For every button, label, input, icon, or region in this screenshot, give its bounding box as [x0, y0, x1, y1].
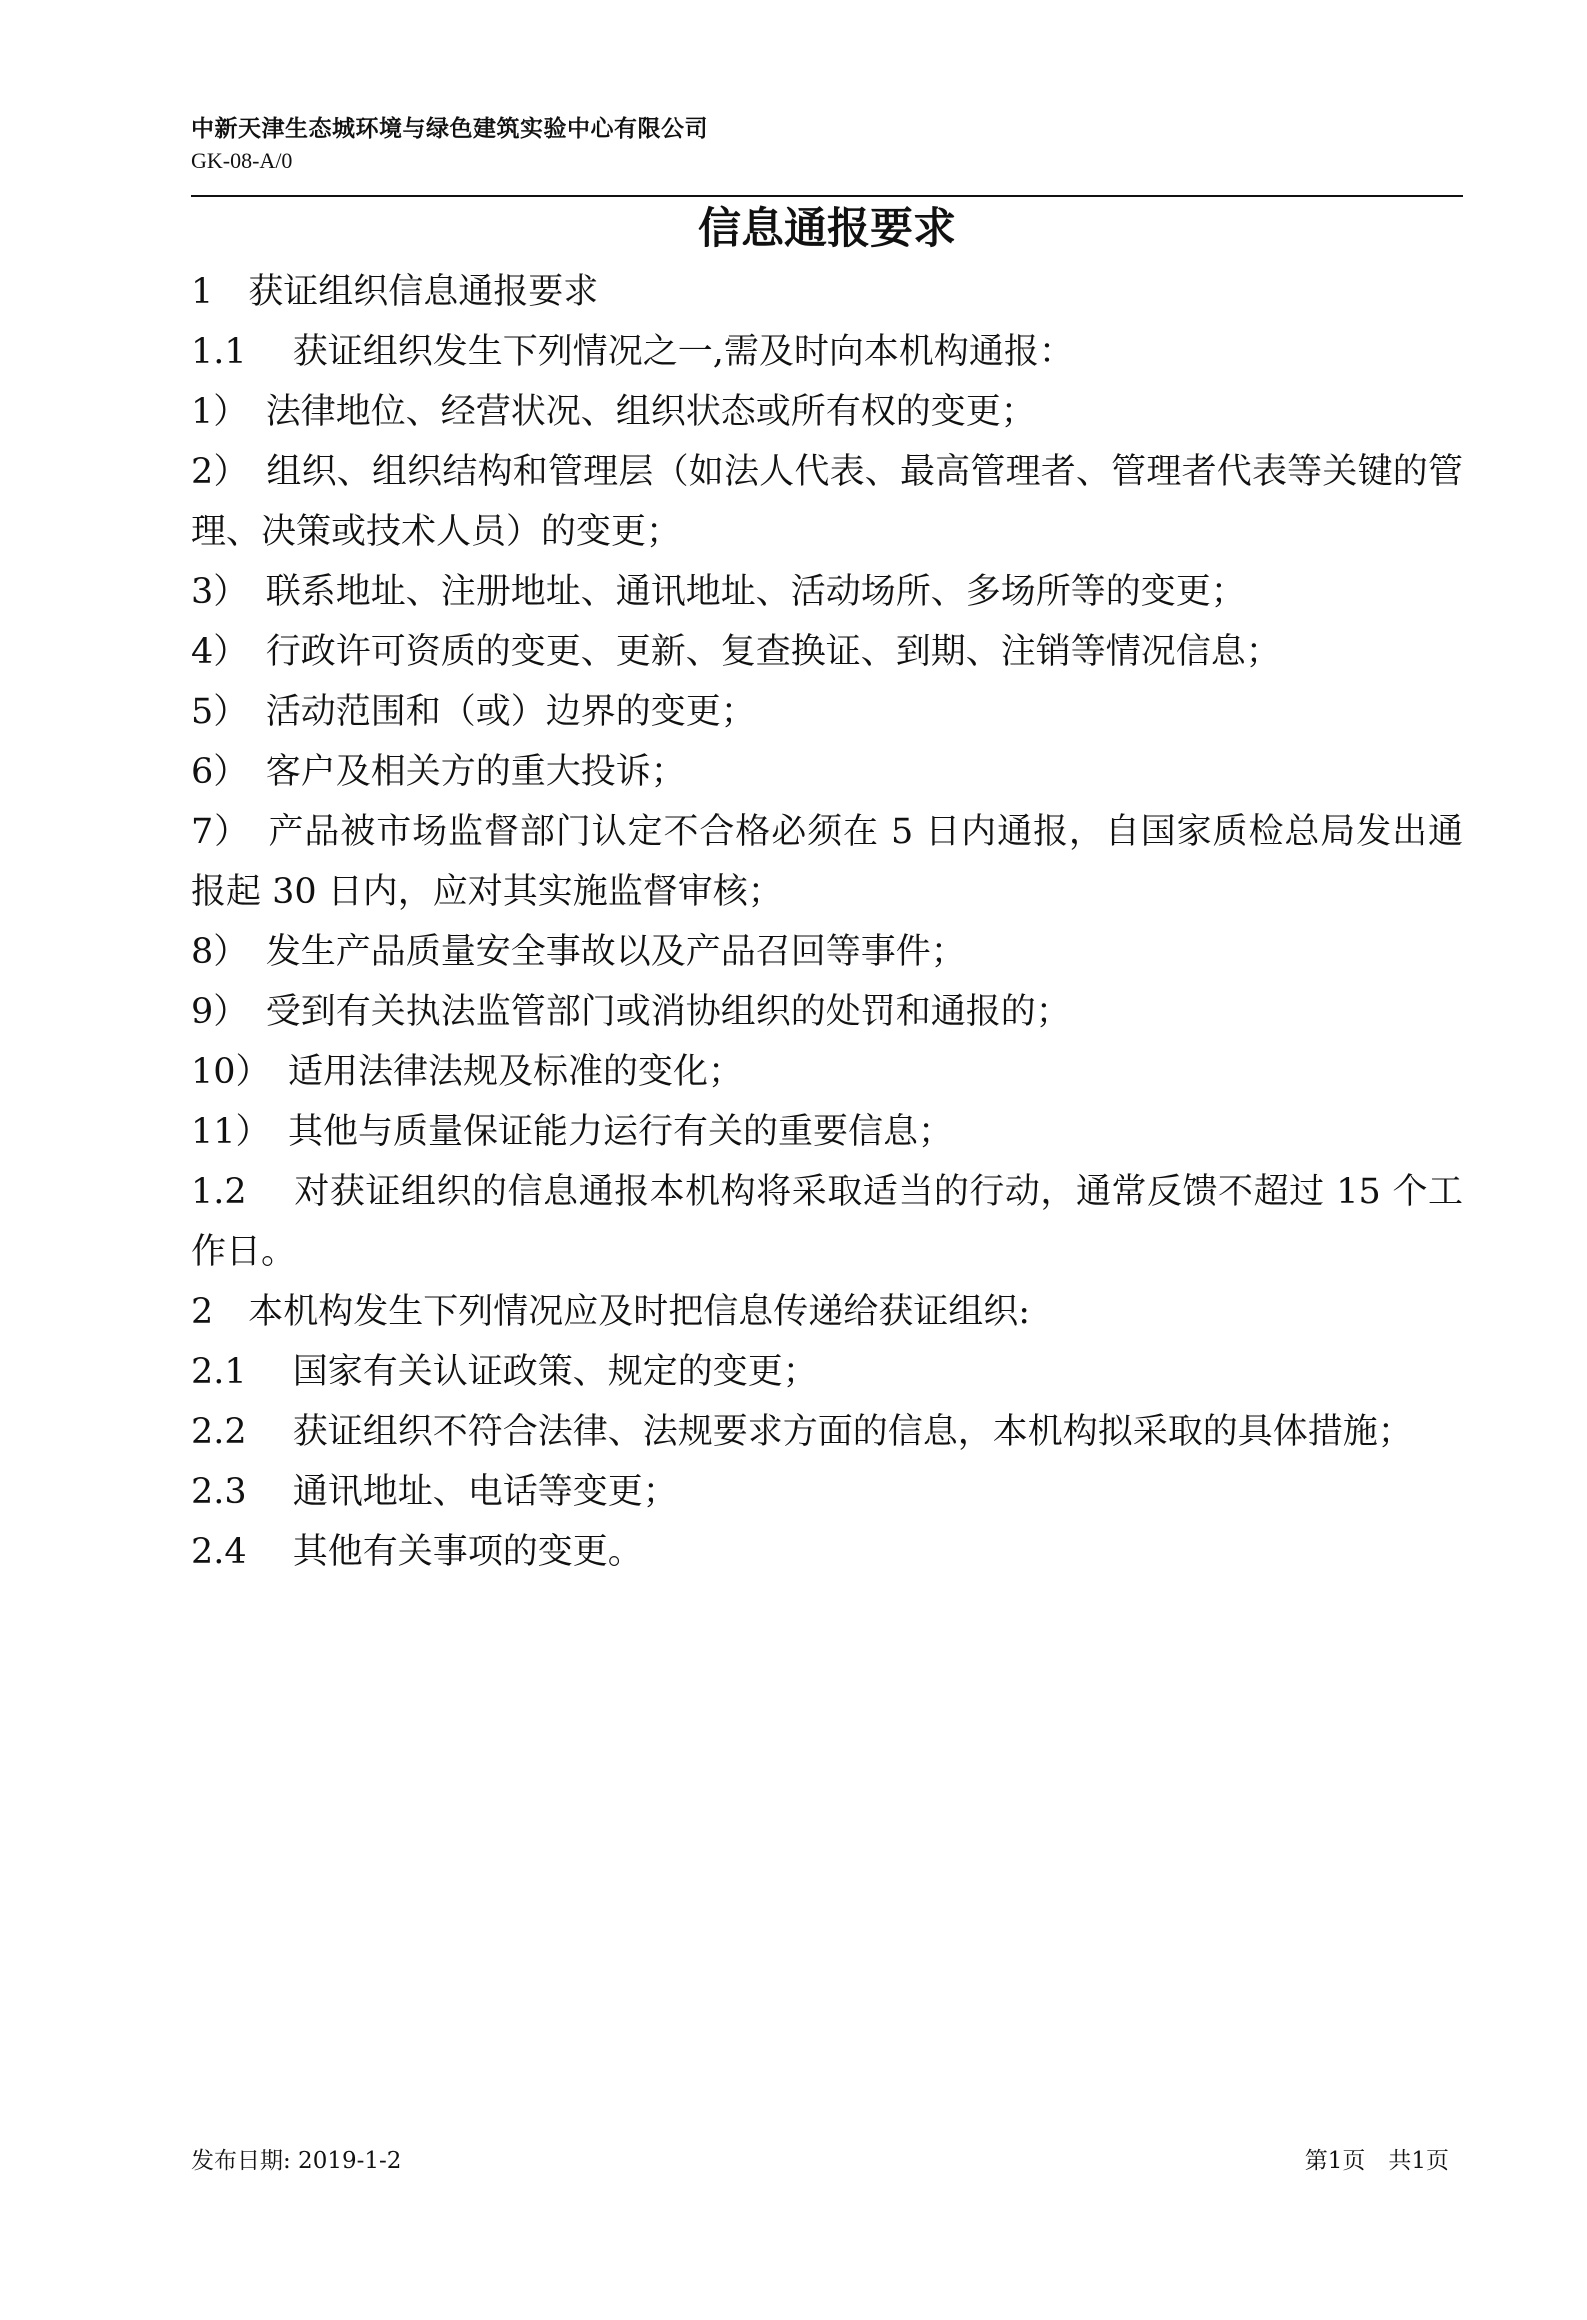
clause-1-2: 1.2 对获证组织的信息通报本机构将采取适当的行动，通常反馈不超过 15 个工作日。	[191, 1172, 1463, 1272]
clause-2-3: 2.3 通讯地址、电话等变更；	[191, 1472, 678, 1512]
list-item: 8） 发生产品质量安全事故以及产品召回等事件；	[191, 932, 966, 972]
list-item: 10） 适用法律法规及标准的变化；	[191, 1052, 744, 1092]
list-item: 1） 法律地位、经营状况、组织状态或所有权的变更；	[191, 392, 1036, 432]
document-code: GK-08-A/0	[191, 148, 293, 173]
organization-name: 中新天津生态城环境与绿色建筑实验中心有限公司	[191, 115, 708, 142]
document-header	[191, 112, 1463, 176]
publish-date: 发布日期: 2019-1-2	[191, 2148, 402, 2174]
page-title: 信息通报要求	[698, 204, 956, 254]
list-item: 9） 受到有关执法监管部门或消协组织的处罚和通报的；	[191, 992, 1071, 1032]
section-heading-1: 1 获证组织信息通报要求	[191, 272, 599, 312]
list-item: 6） 客户及相关方的重大投诉；	[191, 752, 686, 792]
clause-2-2: 2.2 获证组织不符合法律、法规要求方面的信息，本机构拟采取的具体措施；	[191, 1412, 1413, 1452]
clause-2-4: 2.4 其他有关事项的变更。	[191, 1532, 643, 1572]
header-divider	[191, 195, 1463, 197]
section-heading-2: 2 本机构发生下列情况应及时把信息传递给获证组织:	[191, 1292, 1031, 1332]
document-body	[191, 262, 1463, 1582]
page-number: 第1页 共1页	[1304, 2148, 1449, 2174]
list-item: 2） 组织、组织结构和管理层（如法人代表、最高管理者、管理者代表等关键的管理、决策或技术人员）的变更；	[191, 452, 1463, 552]
list-item: 5） 活动范围和（或）边界的变更；	[191, 692, 756, 732]
list-item: 4） 行政许可资质的变更、更新、复查换证、到期、注销等情况信息；	[191, 632, 1281, 672]
clause-2-1: 2.1 国家有关认证政策、规定的变更；	[191, 1352, 818, 1392]
list-item: 7） 产品被市场监督部门认定不合格必须在 5 日内通报，自国家质检总局发出通报起 30 日内，应对其实施监督审核；	[191, 812, 1463, 912]
clause-1-1: 1.1 获证组织发生下列情况之一,需及时向本机构通报：	[191, 332, 1074, 372]
list-item: 3） 联系地址、注册地址、通讯地址、活动场所、多场所等的变更；	[191, 572, 1246, 612]
list-item: 11） 其他与质量保证能力运行有关的重要信息；	[191, 1112, 954, 1152]
